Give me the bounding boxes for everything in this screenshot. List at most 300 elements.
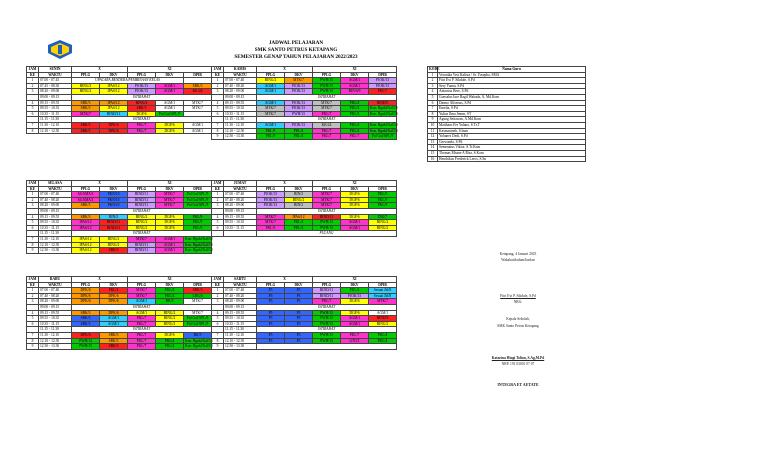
subject-cell: BING/2 xyxy=(128,100,156,106)
class-x-header: X xyxy=(72,67,128,73)
jam-header: JAM xyxy=(212,277,224,283)
subject-cell: IPAS/12 xyxy=(285,214,313,220)
period-time: 08.20 - 09.00 xyxy=(39,203,72,209)
subject-cell: BIND/11 xyxy=(100,225,128,231)
period-time: 12.10 - 12.50 xyxy=(39,338,72,344)
subject-cell: SBK/3 xyxy=(72,310,100,316)
subject-cell: PKL/7 xyxy=(313,111,341,117)
schedule-row xyxy=(27,128,212,134)
ke-header: KE xyxy=(212,282,224,288)
teacher-code: 15 xyxy=(428,150,438,156)
teacher-name: Veronika Vesi Kalista / Sr. Yosepha, SMA xyxy=(438,72,586,78)
motto: INTEGRA ET AETATE xyxy=(497,382,539,387)
teacher-name: Hendrikus Frederick Leros, S.Sn xyxy=(438,156,586,162)
subject-cell: AGM/1 xyxy=(341,83,369,89)
class-xi-header: XI xyxy=(313,277,397,283)
subject-cell: AGM/1 xyxy=(341,78,369,84)
subject-cell: PKN/10 xyxy=(100,197,128,203)
subject-cell: PKL/4 xyxy=(100,288,128,294)
subject-cell: PKL/7 xyxy=(128,338,156,344)
period-time: 12.10 - 12.50 xyxy=(224,338,257,344)
subject-cell: PKL/4 xyxy=(341,111,369,117)
dpib-header: DPIB xyxy=(184,282,212,288)
subject-cell: Pnl Gal/APL/9 xyxy=(184,316,212,322)
period-number xyxy=(212,231,224,237)
ke-header: KE xyxy=(212,186,224,192)
sign-role-2b: SMK Santo Petrus Ketapang xyxy=(497,324,539,328)
teacher-name: Matthaus Fer Yulano, S.Tr.T xyxy=(438,122,586,128)
subject-cell: SBK/3 xyxy=(72,214,100,220)
subject-cell: PKL/9 xyxy=(184,225,212,231)
subject-cell: DPK/6 xyxy=(100,310,128,316)
period-number: 7 xyxy=(212,122,224,128)
jam-header: JAM xyxy=(212,67,224,73)
subject-cell: P5 xyxy=(257,338,285,344)
subject-cell: BIND/11 xyxy=(313,214,341,220)
period-time: 11.15 - 11.30 xyxy=(39,231,72,237)
teacher-name: Semenatus Viktor, S.Tr.Kom xyxy=(438,145,586,151)
period-number: 8 xyxy=(212,128,224,134)
subject-cell: BK/5 xyxy=(184,332,212,338)
period-number: 2 xyxy=(212,83,224,89)
subject-cell: AGM/1 xyxy=(156,236,184,242)
teacher-name: Sesy Yuana, S.Pd xyxy=(438,83,586,89)
day-table-rabu xyxy=(26,276,212,350)
subject-cell: PJOK/13 xyxy=(257,192,285,198)
sign-nip-1: NRG: xyxy=(513,300,523,304)
teacher-name: Fitri Evi P. Sikdale, S.Pd xyxy=(438,78,586,84)
jam-header: JAM xyxy=(27,181,39,187)
subject-cell: DPK/6 xyxy=(72,332,100,338)
period-time: 09.55 - 10.35 xyxy=(39,106,72,112)
subject-cell: BING/2 xyxy=(156,316,184,322)
subject-cell: MTK/7 xyxy=(184,100,212,106)
period-number: 3 xyxy=(27,299,39,305)
subject-cell: PWH/13 xyxy=(313,225,341,231)
subject-cell: BING/2 xyxy=(100,236,128,242)
subject-cell: ISTIRAHAT xyxy=(72,208,212,214)
period-number: 2 xyxy=(27,293,39,299)
teacher-name: Kasmaraneh, S.hum xyxy=(438,128,586,134)
teacher-name: Yulius Ilma Jemm, ST xyxy=(438,111,586,117)
subject-cell: MTK/7 xyxy=(128,288,156,294)
class-x-header: X xyxy=(72,181,128,187)
schedule-row xyxy=(212,231,397,237)
sign-role-1: Wakakurikulum/kaskur xyxy=(501,258,535,262)
subject-cell: PKL/4 xyxy=(285,220,313,226)
subject-cell: ISTIRAHAT xyxy=(72,231,212,237)
subject-cell: MTK/7 xyxy=(156,197,184,203)
dkv-header: DKV xyxy=(285,186,313,192)
subject-cell: DGP/6 xyxy=(156,122,184,128)
period-number: 1 xyxy=(212,288,224,294)
subject-cell: ISTIRAHAT xyxy=(257,94,397,100)
subject-cell: PWH/13 xyxy=(72,344,100,350)
period-number: 2 xyxy=(27,197,39,203)
subject-cell: PKL/7 xyxy=(369,89,397,95)
class-xi-header: XI xyxy=(313,67,397,73)
teacher-name: Gonsalus Iure Ragil Wahada, A, Md.Kom xyxy=(438,94,586,100)
subject-cell: ISTIRAHAT xyxy=(72,327,212,333)
waktu-header: WAKTU xyxy=(224,72,257,78)
period-time: 10.35 - 11.15 xyxy=(224,111,257,117)
subject-cell: AGM/1 xyxy=(100,321,128,327)
teacher-code: 5 xyxy=(428,94,438,100)
schedule-row xyxy=(212,344,397,350)
class-xi-header: XI xyxy=(313,181,397,187)
subject-cell: ISTIRAHAT xyxy=(257,304,397,310)
pplg-header: PPLG xyxy=(72,72,100,78)
subject-cell: BIND/9 xyxy=(369,100,397,106)
period-number: 6 xyxy=(27,225,39,231)
subject-cell: PKL/9 xyxy=(184,214,212,220)
period-time: 09.15 - 09.55 xyxy=(39,214,72,220)
period-time: 09.15 - 09.55 xyxy=(39,310,72,316)
period-number: 7 xyxy=(27,236,39,242)
period-number: 1 xyxy=(212,78,224,84)
period-number: 7 xyxy=(212,332,224,338)
subject-cell: AGM/1 xyxy=(156,242,184,248)
subject-cell: DPK/6 xyxy=(100,299,128,305)
dpib-header: DPIB xyxy=(184,186,212,192)
day-table-sabtu xyxy=(211,276,397,350)
pplg-header: PPLG xyxy=(128,72,156,78)
subject-cell: ISTIRAHAT xyxy=(257,117,397,123)
subject-cell: BING/2 xyxy=(128,225,156,231)
period-number: 6 xyxy=(27,111,39,117)
subject-cell: AGM/1 xyxy=(257,122,285,128)
subject-cell: DPK/6 xyxy=(100,293,128,299)
subject-cell: PKL/7 xyxy=(128,332,156,338)
period-time: 12.10 - 12.50 xyxy=(39,242,72,248)
period-time: 10.35 - 11.15 xyxy=(39,111,72,117)
subject-cell: PKL/9 xyxy=(184,220,212,226)
period-number: 5 xyxy=(27,220,39,226)
subject-cell: IPAS/12 xyxy=(72,248,100,254)
subject-cell: ISTIRAHAT xyxy=(72,117,212,123)
period-time: 09.00 - 09.15 xyxy=(224,208,257,214)
subject-cell: PKL/4 xyxy=(341,288,369,294)
subject-cell: BING/2 xyxy=(72,83,100,89)
subject-cell: BIND/11 xyxy=(100,220,128,226)
subject-cell: DGP/6 xyxy=(341,192,369,198)
period-time: 09.55 - 10.35 xyxy=(39,316,72,322)
period-time: 07.00 - 07.40 xyxy=(39,288,72,294)
schedule-sheet xyxy=(26,36,766,440)
subject-cell: P5 xyxy=(285,310,313,316)
period-number: 8 xyxy=(212,338,224,344)
jam-header: JAM xyxy=(27,277,39,283)
subject-cell: IPAS/12 xyxy=(100,83,128,89)
subject-cell: PJOK/13 xyxy=(285,89,313,95)
subject-cell: PKL/7 xyxy=(313,299,341,305)
subject-cell: PULANG xyxy=(257,231,397,237)
subject-cell: LBG/4 xyxy=(184,293,212,299)
subject-cell: AGAMA/1 xyxy=(72,197,100,203)
subject-cell: BING/2 xyxy=(156,310,184,316)
class-x-header: X xyxy=(72,277,128,283)
subject-cell: AGM/1 xyxy=(341,225,369,231)
period-time: 10.35 - 11.15 xyxy=(39,321,72,327)
subject-cell: PJOK/13 xyxy=(285,106,313,112)
teacher-name: Emelia, S.Pd xyxy=(438,106,586,112)
subject-cell: MTK/7 xyxy=(313,197,341,203)
period-number: 1 xyxy=(27,78,39,84)
period-number: 2 xyxy=(212,293,224,299)
dkv-header: DKV xyxy=(156,282,184,288)
subject-cell: MTK/7 xyxy=(313,203,341,209)
period-time: 09.00 - 09.15 xyxy=(39,94,72,100)
teacher-code: 7 xyxy=(428,106,438,112)
subject-cell: MTK/7 xyxy=(313,192,341,198)
subject-cell: PJOK/13 xyxy=(369,83,397,89)
period-number: 4 xyxy=(212,100,224,106)
dpib-header: DPIB xyxy=(369,282,397,288)
subject-cell: IPAS/12 xyxy=(100,89,128,95)
subject-cell: PJOK/13 xyxy=(128,83,156,89)
subject-cell: PJOK/13 xyxy=(128,89,156,95)
day-name: RABU xyxy=(39,277,72,283)
subject-cell: SBK/3 xyxy=(72,321,100,327)
teacher-code: 1 xyxy=(428,72,438,78)
subject-cell: PJOK/13 xyxy=(285,100,313,106)
sign-role-2: Kepala Sekolah, xyxy=(506,317,530,321)
subject-cell: P5 xyxy=(257,321,285,327)
subject-cell: MTK/7 xyxy=(184,310,212,316)
subject-cell: ISTIRAHAT xyxy=(72,304,212,310)
subject-cell: PJOK/13 xyxy=(285,122,313,128)
teacher-name: Antonius Bere, S.Pd xyxy=(438,89,586,95)
subject-cell: AGM/1 xyxy=(184,128,212,134)
pplg-header: PPLG xyxy=(128,282,156,288)
period-number: 9 xyxy=(27,344,39,350)
subject-cell xyxy=(257,344,397,350)
subject-cell: Sesuai Jld/8 xyxy=(369,293,397,299)
subject-cell: KK/24 xyxy=(313,122,341,128)
subject-cell: AGM/1 xyxy=(257,100,285,106)
subject-cell: PKL/4 xyxy=(369,338,397,344)
subject-cell: Kon. Bgnkl/Gal/10 xyxy=(370,122,398,127)
subject-cell: Pnl Gal/APL/9 xyxy=(184,203,212,209)
period-number: 4 xyxy=(27,214,39,220)
day-name: JUMAT xyxy=(224,181,257,187)
day-table-kamis xyxy=(211,66,397,140)
subject-cell: BING/2 xyxy=(257,78,285,84)
period-time: 11.30 - 12.10 xyxy=(39,122,72,128)
dkv-header: DKV xyxy=(341,186,369,192)
sign-place: Ketapang, 4 Januari 2023 xyxy=(499,252,537,256)
subject-cell: PKL/7 xyxy=(128,344,156,350)
waktu-header: WAKTU xyxy=(39,282,72,288)
dkv-header: DKV xyxy=(156,186,184,192)
day-table-jumat xyxy=(211,180,397,237)
period-time: 09.55 - 10.35 xyxy=(224,106,257,112)
dpib-header: DPIB xyxy=(369,72,397,78)
period-number: 4 xyxy=(27,310,39,316)
subject-cell: AGM/1 xyxy=(257,89,285,95)
period-number: 5 xyxy=(27,316,39,322)
subject-cell: Kon. Bgnkl/Gal/10 xyxy=(185,344,213,349)
subject-cell: PWH/13 xyxy=(313,332,341,338)
period-number: 3 xyxy=(212,89,224,95)
class-xi-header: XI xyxy=(128,181,212,187)
period-number: 6 xyxy=(212,321,224,327)
pplg-header: PPLG xyxy=(72,282,100,288)
subject-cell: DGP/6 xyxy=(156,225,184,231)
waktu-header: WAKTU xyxy=(39,72,72,78)
teacher-code: 11 xyxy=(428,128,438,134)
period-number: 9 xyxy=(212,344,224,350)
subject-cell: PWH/13 xyxy=(313,321,341,327)
ke-header: KE xyxy=(27,186,39,192)
subject-cell: BING/2 xyxy=(369,321,397,327)
subject-cell: PKL/4 xyxy=(341,100,369,106)
subject-cell: MTK/7 xyxy=(257,214,285,220)
jam-header: JAM xyxy=(27,67,39,73)
period-time: 08.20 - 09.00 xyxy=(224,299,257,305)
ke-header: KE xyxy=(27,72,39,78)
subject-cell: P5 xyxy=(285,338,313,344)
subject-cell: DGP/6 xyxy=(341,203,369,209)
period-number: 4 xyxy=(212,310,224,316)
subject-cell: AGM/1 xyxy=(156,248,184,254)
day-name: KAMIS xyxy=(224,67,257,73)
school-logo-icon xyxy=(46,39,74,61)
subject-cell: SBK/3 xyxy=(100,344,128,350)
teacher-code: 14 xyxy=(428,145,438,151)
kode-header: KODE xyxy=(429,67,440,71)
subject-cell: Kon. Bgnkl/Gal/10 xyxy=(185,242,213,247)
subject-cell: P5 xyxy=(257,310,285,316)
teacher-code: 8 xyxy=(428,111,438,117)
subject-cell: DPK/6 xyxy=(100,128,128,134)
subject-cell: UPACARA BENDERA/PEMBINAAN KELAS xyxy=(72,78,184,84)
subject-cell: PWH/13 xyxy=(313,316,341,322)
subject-cell: AGM/1 xyxy=(156,83,184,89)
period-number: 5 xyxy=(27,106,39,112)
subject-cell: SBK/3 xyxy=(72,106,100,112)
subject-cell: Kon. Bgnkl/Gal/10 xyxy=(185,236,213,241)
subject-cell: DPK/6 xyxy=(72,288,100,294)
teacher-code: 3 xyxy=(428,83,438,89)
subject-cell: PJOK/13 xyxy=(257,203,285,209)
subject-cell: DGP/6 xyxy=(341,214,369,220)
subject-cell: SBK/3 xyxy=(72,100,100,106)
period-time: 08.20 - 09.00 xyxy=(224,89,257,95)
period-number: 1 xyxy=(27,288,39,294)
period-time: 09.15 - 09.55 xyxy=(224,310,257,316)
subject-cell: PWH/13 xyxy=(313,310,341,316)
period-time: 11.15 - 11.30 xyxy=(224,117,257,123)
subject-cell: PKL/9 xyxy=(257,128,285,134)
period-time: 09.00 - 09.15 xyxy=(224,94,257,100)
period-time: 12.50 - 13.30 xyxy=(39,248,72,254)
subject-cell: PJOK/13 xyxy=(369,78,397,84)
period-time: 11.30 - 12.10 xyxy=(39,332,72,338)
subject-cell: PKL/4 xyxy=(285,225,313,231)
period-time: 07.00 - 07.45 xyxy=(39,78,72,84)
subject-cell: Pnl Gal/APL/9 xyxy=(184,197,212,203)
subject-cell: AGM/1 xyxy=(184,122,212,128)
teacher-code: 16 xyxy=(428,156,438,162)
period-time: 10.35 - 11.15 xyxy=(224,321,257,327)
subject-cell: MTK/7 xyxy=(156,203,184,209)
subject-cell: SBK/3 xyxy=(72,122,100,128)
period-number: 3 xyxy=(27,89,39,95)
period-time: 09.55 - 10.35 xyxy=(39,220,72,226)
pplg-header: PPLG xyxy=(257,72,285,78)
subject-cell: PKL/4 xyxy=(285,134,313,140)
subject-cell: IPAS/12 xyxy=(72,242,100,248)
subject-cell: P5 xyxy=(285,288,313,294)
subject-cell: SBK/3 xyxy=(100,338,128,344)
subject-cell: PJOK/13 xyxy=(257,197,285,203)
period-time: 11.30 - 12.10 xyxy=(224,332,257,338)
dkv-header: DKV xyxy=(285,282,313,288)
teacher-code: 2 xyxy=(428,78,438,84)
subject-cell: Pnl Gal/APL/9 xyxy=(184,321,212,327)
subject-cell: DGP/6 xyxy=(341,299,369,305)
teacher-code: 6 xyxy=(428,100,438,106)
subject-cell: PKL/4 xyxy=(341,106,369,112)
subject-cell: IPAS/12 xyxy=(72,236,100,242)
subject-cell: AGM/1 xyxy=(341,321,369,327)
period-time: 07.40 - 08.20 xyxy=(39,197,72,203)
subject-cell: SBK/3 xyxy=(184,288,212,294)
subject-cell: BING/2 xyxy=(285,197,313,203)
subject-cell: BIND/11 xyxy=(313,288,341,294)
subject-cell: AGM/1 xyxy=(156,89,184,95)
subject-cell: AGM/1 xyxy=(128,310,156,316)
subject-cell: BING/2 xyxy=(100,242,128,248)
subject-cell: BING/2 xyxy=(156,321,184,327)
subject-cell: PWH/13 xyxy=(285,111,313,117)
subject-cell: BING/2 xyxy=(72,89,100,95)
day-table-selasa xyxy=(26,180,212,254)
day-name: SABTU xyxy=(224,277,257,283)
period-time: 07.00 - 07.40 xyxy=(224,288,257,294)
dkv-header: DKV xyxy=(341,282,369,288)
subject-cell: PKL/7 xyxy=(313,128,341,134)
subject-cell: BING/2 xyxy=(128,220,156,226)
period-number: 1 xyxy=(27,192,39,198)
subject-cell: PKL/4 xyxy=(156,293,184,299)
dpib-header: DPIB xyxy=(184,72,212,78)
subject-cell: SBK/3 xyxy=(100,332,128,338)
subject-cell: P5 xyxy=(285,293,313,299)
subject-cell: MTK/7 xyxy=(184,299,212,305)
subject-cell: AGM/1 xyxy=(341,220,369,226)
subject-cell: Kon. Bgnkl/Gal/10 xyxy=(370,106,398,111)
period-number: 6 xyxy=(212,111,224,117)
subject-cell: PKL/7 xyxy=(341,332,369,338)
period-number: 3 xyxy=(212,203,224,209)
subject-cell: P5 xyxy=(285,316,313,322)
subject-cell: Kon. Bgnkl/Gal/10 xyxy=(370,111,398,116)
dkv-header: DKV xyxy=(341,72,369,78)
subject-cell: BIN/2 xyxy=(100,214,128,220)
subject-cell: PJOK/13 xyxy=(341,293,369,299)
nama-header: Nama Guru xyxy=(438,67,586,73)
class-xi-header: XI xyxy=(128,277,212,283)
teacher-row xyxy=(428,156,586,162)
subject-cell: BIND/11 xyxy=(100,111,128,117)
class-x-header: X xyxy=(257,67,313,73)
subject-cell: AGM/1 xyxy=(100,316,128,322)
subject-cell: BIND/11 xyxy=(128,192,156,198)
teacher-code: 12 xyxy=(428,134,438,140)
title-line-1: JADWAL PELAJARAN xyxy=(268,40,324,46)
